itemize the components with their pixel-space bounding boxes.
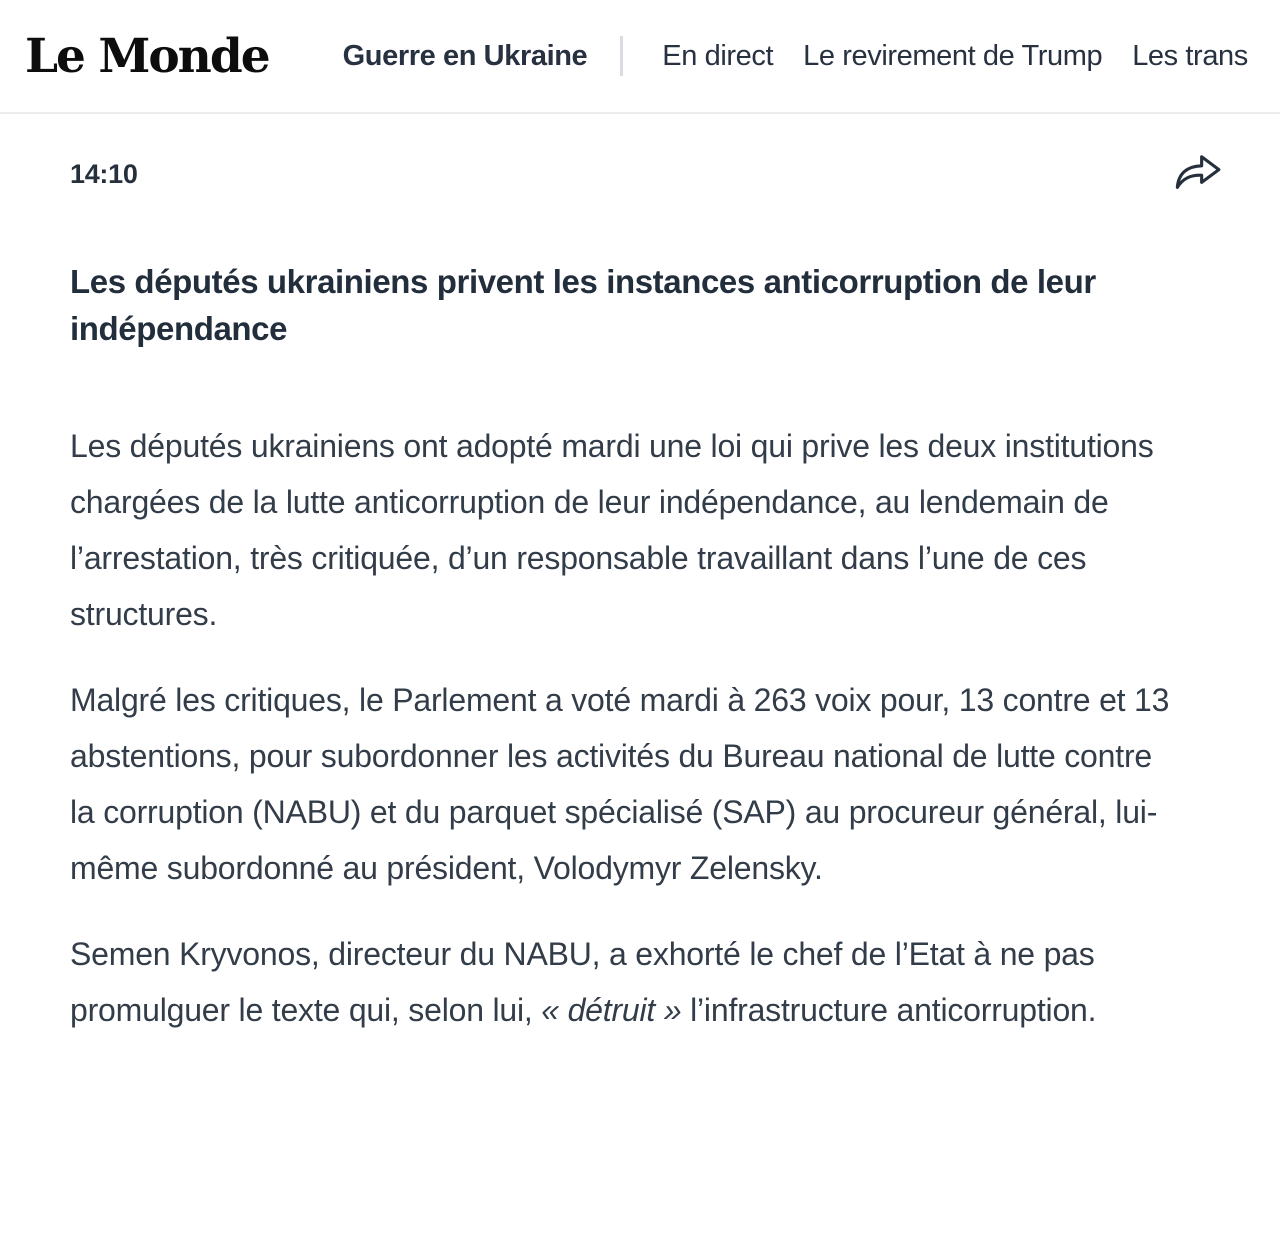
post-meta-row — [0, 152, 1280, 196]
paragraph-3-text-after: l’infrastructure anticorruption. — [681, 992, 1097, 1028]
post-paragraph-1: Les députés ukrainiens ont adopté mardi une loi qui prive les deux institutions chargées de la lutte anticorruption de leur indépendance, au lendemain de l’arrestation, très critiquée, d’un responsable travaillant dans l’une de ces structures. — [70, 428, 1154, 632]
post-paragraph-3 — [70, 926, 1172, 1038]
lemonde-logo[interactable]: Le Monde — [25, 28, 269, 84]
live-post — [0, 152, 1280, 1038]
paragraph-3-quote-italic: « détruit » — [541, 992, 682, 1028]
share-button[interactable] — [1174, 154, 1222, 194]
post-headline: Les députés ukrainiens privent les instances anticorruption de leur indépendance — [70, 263, 1096, 347]
header-nav — [662, 40, 1248, 73]
nav-divider — [620, 36, 623, 76]
paragraph-3-text-before: Semen Kryvonos, directeur du NABU, a exhorté le chef de l’Etat à ne pas promulguer le texte qui, selon lui, — [70, 936, 1095, 1028]
nav-item-revirement-trump[interactable]: Le revirement de Trump — [803, 39, 1103, 72]
site-header — [0, 0, 1280, 114]
nav-item-les-trans[interactable]: Les trans — [1132, 39, 1248, 72]
post-timestamp[interactable]: 14:10 — [70, 158, 138, 189]
section-title-guerre-en-ukraine[interactable]: Guerre en Ukraine — [342, 39, 588, 72]
nav-item-en-direct[interactable]: En direct — [662, 39, 774, 72]
post-paragraph-2: Malgré les critiques, le Parlement a voté mardi à 263 voix pour, 13 contre et 13 abstentions, pour subordonner les activités du Bureau national de lutte contre la corruption (NABU) et du parquet spécialisé (SAP) au procureur général, lui-même subordonné au président, Volodymyr Zelensky. — [70, 682, 1170, 886]
share-arrow-icon — [1174, 182, 1222, 197]
